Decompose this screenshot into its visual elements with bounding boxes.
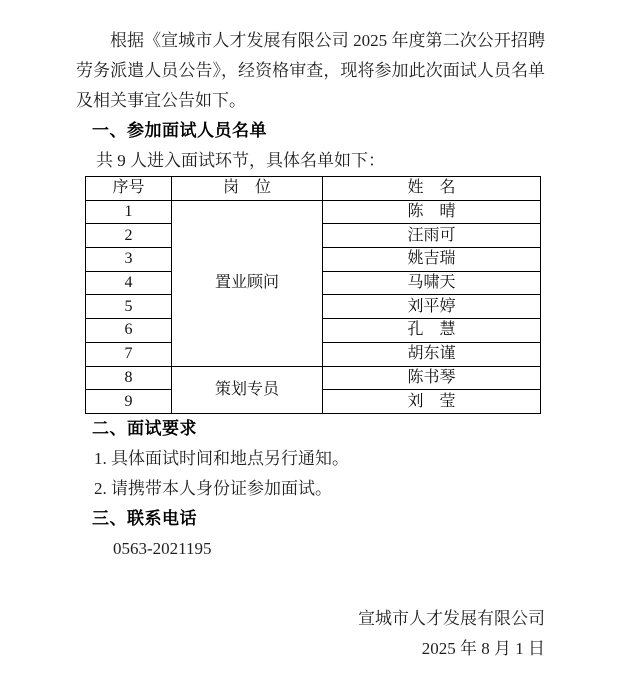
name-cell: 刘平婷 [323, 295, 541, 319]
name-cell: 胡东谨 [323, 342, 541, 366]
name-cell: 马啸天 [323, 271, 541, 295]
table-row [86, 366, 541, 390]
serial-cell: 3 [86, 248, 172, 272]
signature-block [76, 604, 545, 664]
name-cell: 刘 莹 [323, 390, 541, 414]
table-header-row [86, 177, 541, 201]
table-body [86, 200, 541, 413]
position-cell: 置业顾问 [172, 200, 323, 366]
name-cell: 陈书琴 [323, 366, 541, 390]
intro-paragraph: 根据《宣城市人才发展有限公司 2025 年度第二次公开招聘劳务派遣人员公告》，经资格审查，现将参加此次面试人员名单及相关事宜公告如下。 [76, 31, 545, 110]
serial-cell: 1 [86, 200, 172, 224]
header-name: 姓 名 [323, 177, 541, 201]
serial-cell: 6 [86, 319, 172, 343]
name-cell: 汪雨可 [323, 224, 541, 248]
serial-cell: 5 [86, 295, 172, 319]
serial-cell: 8 [86, 366, 172, 390]
serial-cell: 7 [86, 342, 172, 366]
interview-count-line: 共 9 人进入面试环节，具体名单如下： [96, 151, 385, 170]
requirement-item-2: 2. 请携带本人身份证参加面试。 [94, 478, 332, 498]
signature-date: 2025 年 8 月 1 日 [421, 638, 545, 658]
name-cell: 陈 晴 [323, 200, 541, 224]
serial-cell: 4 [86, 271, 172, 295]
requirement-item-1: 1. 具体面试时间和地点另行通知。 [94, 448, 349, 468]
position-cell: 策划专员 [172, 366, 323, 413]
contact-phone: 0563-2021195 [113, 538, 212, 558]
section-heading-contact: 三、联系电话 [92, 508, 197, 528]
name-cell: 姚吉瑞 [323, 248, 541, 272]
signature-company: 宣城市人才发展有限公司 [358, 608, 545, 628]
serial-cell: 2 [86, 224, 172, 248]
interview-roster-table [85, 176, 541, 414]
header-position: 岗 位 [172, 177, 323, 201]
name-cell: 孔 慧 [323, 319, 541, 343]
section-heading-interview-list: 一、参加面试人员名单 [92, 121, 267, 140]
serial-cell: 9 [86, 390, 172, 414]
header-serial: 序号 [86, 177, 172, 201]
section-heading-requirements: 二、面试要求 [92, 418, 197, 438]
table-row [86, 200, 541, 224]
